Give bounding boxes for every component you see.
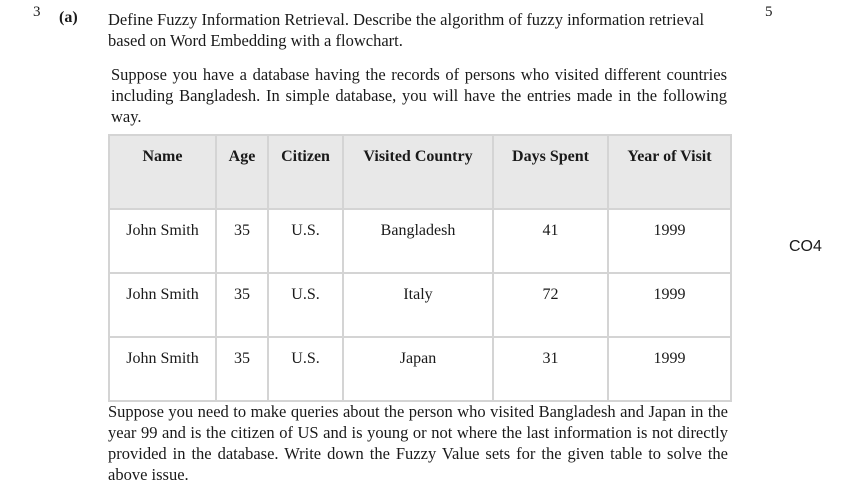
header-visited-country: Visited Country [343,135,493,209]
database-intro: Suppose you have a database having the records of persons who visited different countries including Bangladesh. In simple database, you will have the entries made in the following way. [111,65,727,126]
header-year-of-visit: Year of Visit [608,135,731,209]
question-number: 3 [33,4,41,20]
cell-name: John Smith [109,337,216,401]
cell-days-spent: 41 [493,209,608,273]
cell-year-of-visit: 1999 [608,209,731,273]
cell-days-spent: 31 [493,337,608,401]
marks-value: 5 [765,4,773,20]
header-name: Name [109,135,216,209]
cell-year-of-visit: 1999 [608,273,731,337]
cell-age: 35 [216,273,268,337]
records-table [108,134,732,402]
table-row [109,273,731,337]
cell-visited-country: Italy [343,273,493,337]
cell-citizen: U.S. [268,337,343,401]
cell-year-of-visit: 1999 [608,337,731,401]
query-task: Suppose you need to make queries about the person who visited Bangladesh and Japan in the year 99 and is the citizen of US and is young or not where the last information is not directly provided in the database. Write down the Fuzzy Value sets for the given table to solve the above issue. [108,402,728,484]
cell-visited-country: Japan [343,337,493,401]
cell-citizen: U.S. [268,209,343,273]
header-age: Age [216,135,268,209]
header-citizen: Citizen [268,135,343,209]
table-row [109,337,731,401]
cell-citizen: U.S. [268,273,343,337]
cell-age: 35 [216,209,268,273]
course-outcome: CO4 [789,238,822,255]
header-days-spent: Days Spent [493,135,608,209]
table-header-row [109,135,731,209]
cell-days-spent: 72 [493,273,608,337]
table-row [109,209,731,273]
cell-visited-country: Bangladesh [343,209,493,273]
cell-age: 35 [216,337,268,401]
question-prompt: Define Fuzzy Information Retrieval. Describe the algorithm of fuzzy information retrieval based on Word Embedding with a flowchart. [108,10,705,50]
question-part: (a) [59,9,78,26]
cell-name: John Smith [109,273,216,337]
cell-name: John Smith [109,209,216,273]
